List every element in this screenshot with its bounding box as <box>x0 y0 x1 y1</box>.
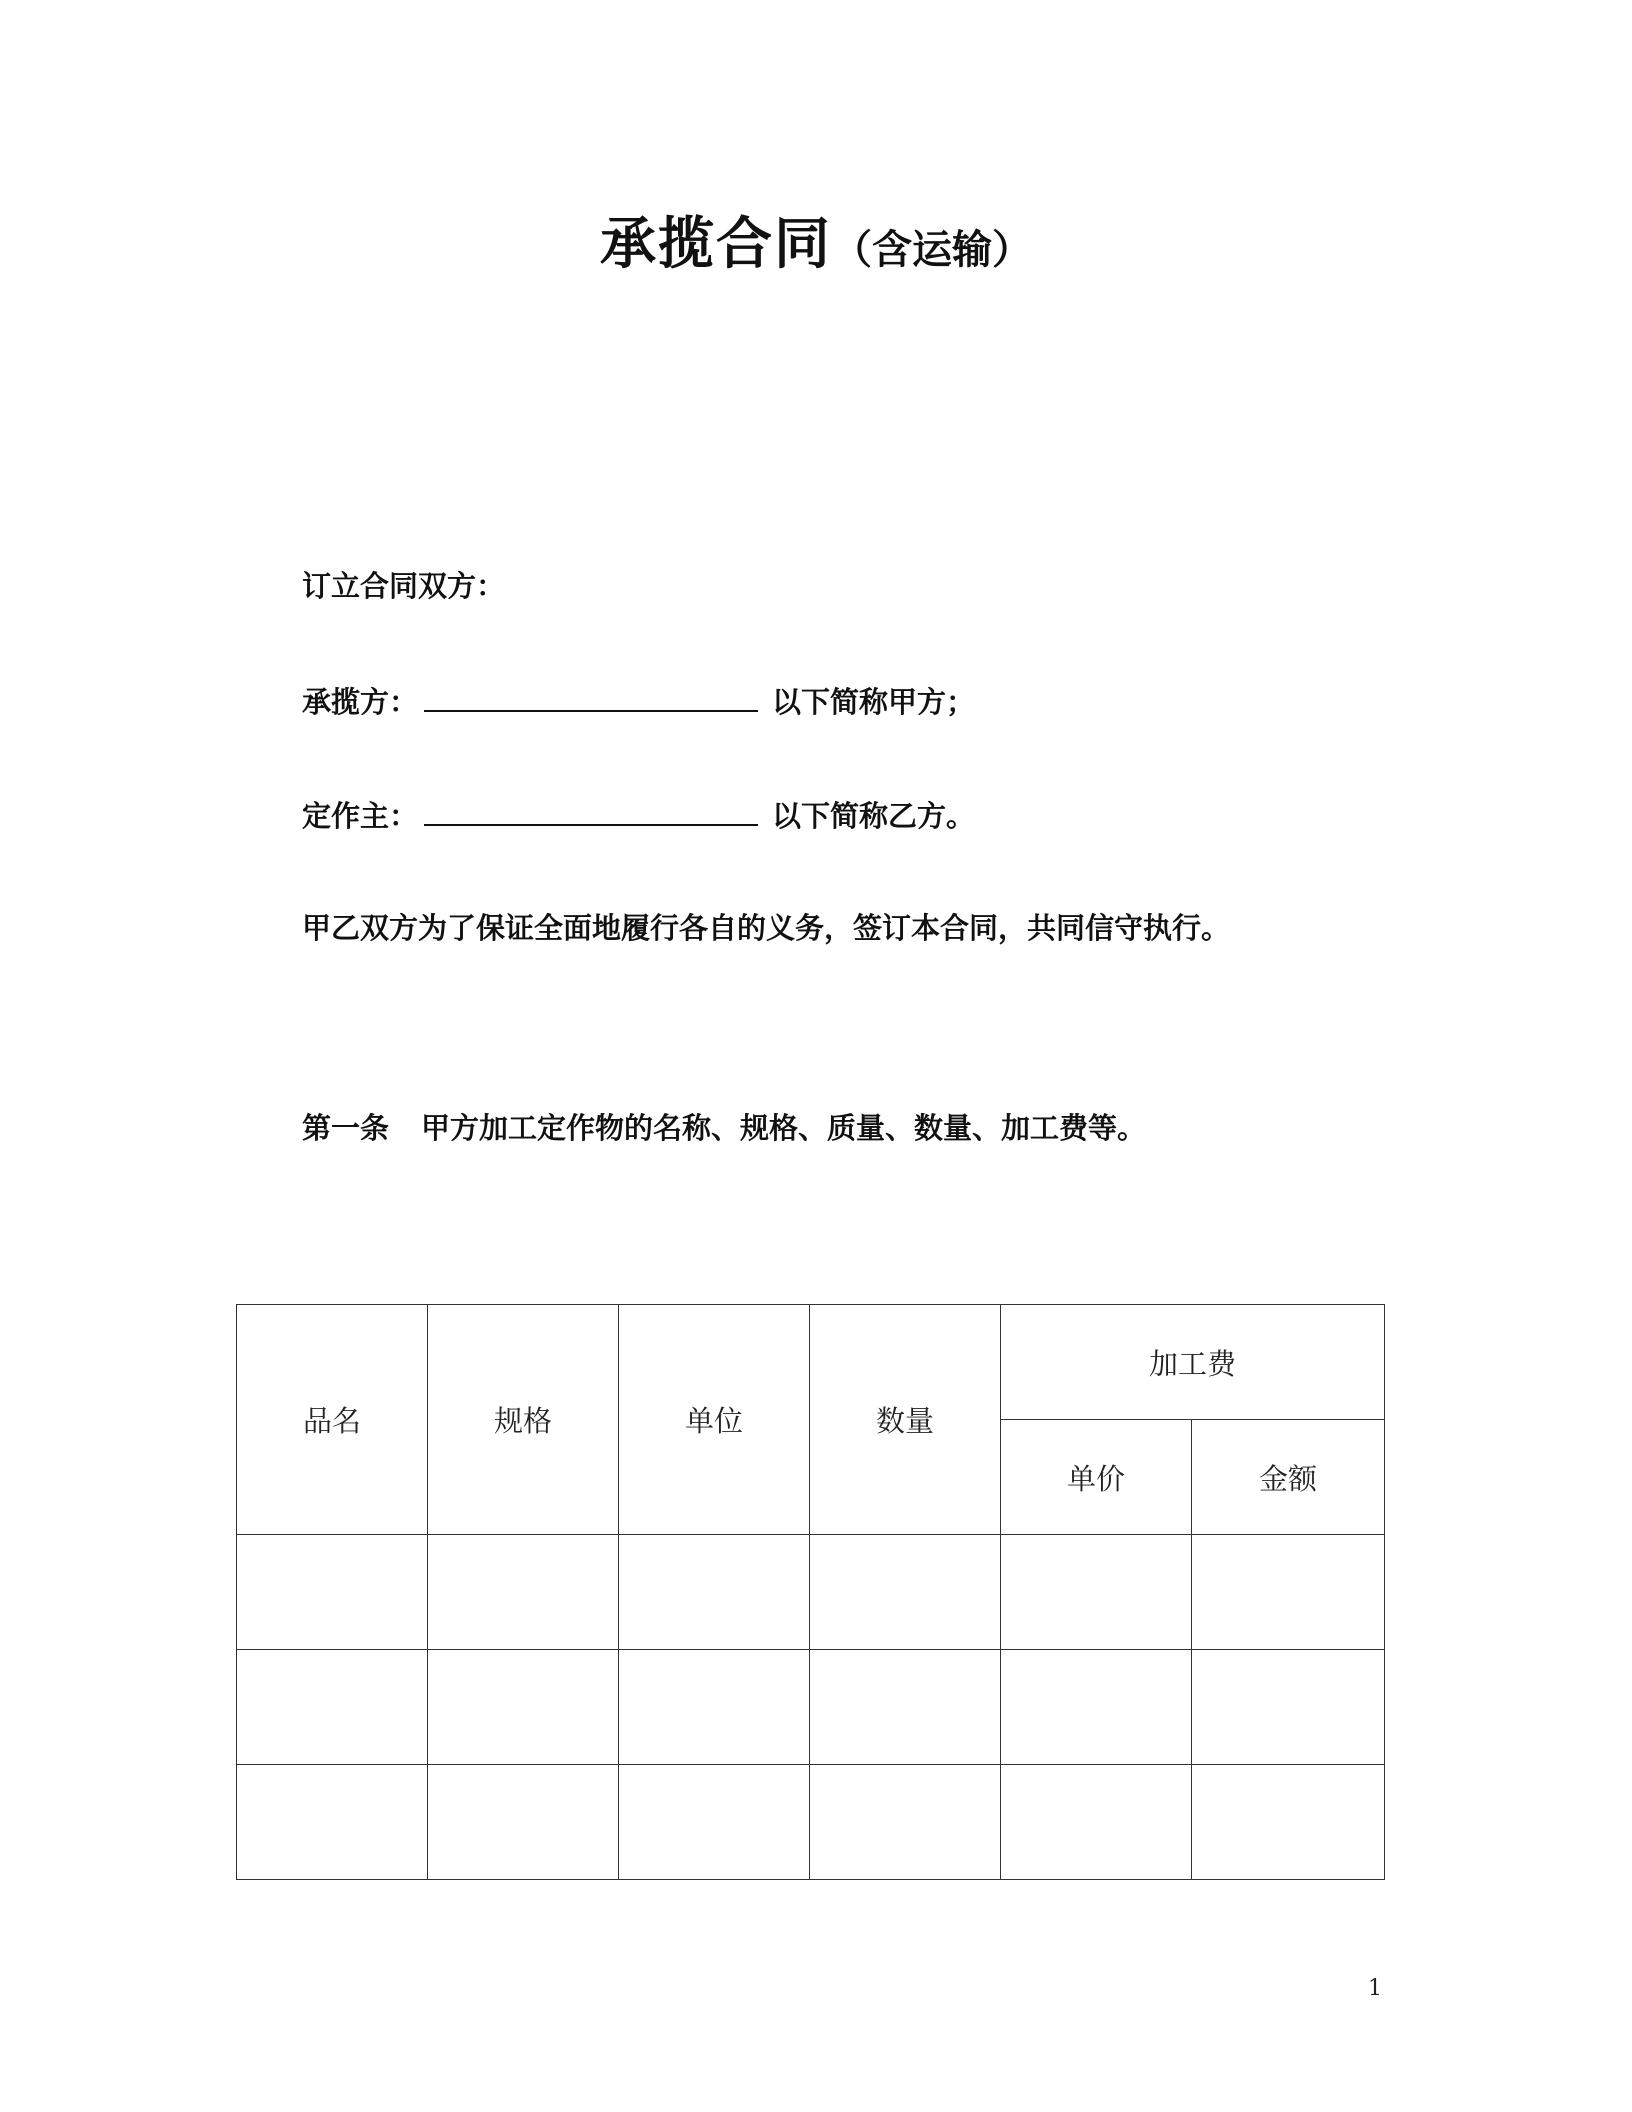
table-cell[interactable] <box>1192 1535 1385 1650</box>
header-amount: 金额 <box>1192 1420 1385 1535</box>
table-row <box>237 1535 1385 1650</box>
table-cell[interactable] <box>1001 1650 1192 1765</box>
table-cell[interactable] <box>810 1650 1001 1765</box>
table-cell[interactable] <box>428 1765 619 1880</box>
preamble: 甲乙双方为了保证全面地履行各自的义务，签订本合同，共同信守执行。 <box>302 911 1231 945</box>
table-cell[interactable] <box>619 1765 810 1880</box>
table-row <box>237 1765 1385 1880</box>
table-cell[interactable] <box>619 1535 810 1650</box>
table-header-row <box>237 1305 1385 1420</box>
article-1-label: 第一条 <box>302 1111 390 1145</box>
table-cell[interactable] <box>237 1535 428 1650</box>
header-quantity: 数量 <box>810 1305 1001 1535</box>
table-cell[interactable] <box>428 1650 619 1765</box>
contractor-name-field[interactable] <box>424 680 758 712</box>
document-title: 承揽合同 <box>600 212 832 277</box>
spec-table <box>236 1304 1385 1880</box>
header-fee: 加工费 <box>1001 1305 1385 1420</box>
article-1-text: 甲方加工定作物的名称、规格、质量、数量、加工费等。 <box>421 1111 1147 1145</box>
client-name-field[interactable] <box>424 794 758 826</box>
client-label: 定作主： <box>302 799 419 833</box>
client-line <box>302 794 975 836</box>
table-cell[interactable] <box>1001 1765 1192 1880</box>
page-number: 1 <box>1368 1976 1382 2001</box>
client-suffix: 以下简称乙方。 <box>772 799 976 833</box>
document-title-block <box>0 200 1632 280</box>
table-cell[interactable] <box>1192 1650 1385 1765</box>
header-spec: 规格 <box>428 1305 619 1535</box>
header-unit-price: 单价 <box>1001 1420 1192 1535</box>
table-row <box>237 1650 1385 1765</box>
table-cell[interactable] <box>810 1765 1001 1880</box>
table-cell[interactable] <box>810 1535 1001 1650</box>
table-cell[interactable] <box>1001 1535 1192 1650</box>
parties-heading: 订立合同双方： <box>302 569 506 603</box>
header-unit: 单位 <box>619 1305 810 1535</box>
table-cell[interactable] <box>1192 1765 1385 1880</box>
contractor-label: 承揽方： <box>302 685 419 719</box>
contractor-suffix: 以下简称甲方； <box>772 685 976 719</box>
document-subtitle: （含运输） <box>832 227 1032 273</box>
table-cell[interactable] <box>237 1765 428 1880</box>
table-cell[interactable] <box>237 1650 428 1765</box>
article-1 <box>302 1108 1146 1148</box>
table-cell[interactable] <box>428 1535 619 1650</box>
table-cell[interactable] <box>619 1650 810 1765</box>
contractor-line <box>302 680 975 722</box>
header-name: 品名 <box>237 1305 428 1535</box>
